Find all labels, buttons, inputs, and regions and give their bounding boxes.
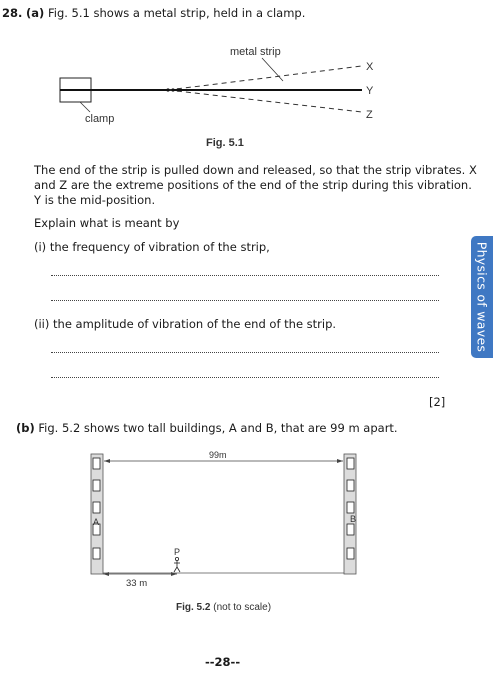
arrow-head-left [104,459,110,463]
clamp-label: clamp [85,113,115,125]
para-line-2: and Z are the extreme positions of the end of the strip during this vibration. [34,178,472,192]
answer-line-i-1[interactable] [51,275,439,276]
side-tab-label: Physics of waves [474,241,490,353]
clamp-leader [80,102,90,112]
part-ii-text: (ii) the amplitude of vibration of the end of the strip. [34,317,337,331]
figure-5-2 [80,448,370,593]
strip-line-x [168,66,362,90]
topic-side-tab[interactable] [471,236,493,358]
distance-label: 99m [209,450,227,460]
strip-label: metal strip [230,46,281,58]
arrow-head-left [103,572,109,576]
window [347,502,354,513]
part-i-text: (i) the frequency of vibration of the strip, [34,240,270,254]
part-b-label: (b) [16,421,35,435]
part-a-label: (a) [26,6,45,20]
window [347,524,354,535]
offset-label: 33 m [126,578,148,589]
question-number: 28. [2,6,23,20]
label-b: B [350,514,357,524]
fig2-caption-bold: Fig. 5.2 [176,602,211,613]
fig1-caption: Fig. 5.1 [206,137,244,149]
window [347,480,354,491]
person-leg [177,567,180,572]
answer-line-ii-2[interactable] [51,377,439,378]
window [93,502,100,513]
label-a: A [93,517,100,527]
label-p: P [174,547,181,557]
window [347,458,354,469]
label-z: Z [366,109,373,121]
strip-line-z [168,90,362,112]
page-number: --28-- [205,655,241,669]
window [347,548,354,559]
marks: [2] [429,395,446,409]
arrow-head-right [171,572,177,576]
para-line-1: The end of the strip is pulled down and released, so that the strip vibrates. X [34,163,477,177]
question-heading [2,6,305,21]
pivot-dot [176,88,179,91]
window [93,548,100,559]
arrow-head-right [337,459,343,463]
fig2-caption-rest: (not to scale) [213,602,272,613]
pivot-dot [166,88,169,91]
person-head [175,557,178,560]
part-b-intro: Fig. 5.2 shows two tall buildings, A and B, that are 99 m apart. [38,421,398,435]
label-x: X [366,61,374,73]
answer-line-ii-1[interactable] [51,352,439,353]
part-a-intro: Fig. 5.1 shows a metal strip, held in a clamp. [47,6,306,20]
fig2-caption [176,602,271,613]
strip-leader [262,58,283,81]
pivot-dot [171,88,174,91]
figure-5-1 [0,40,400,130]
part-b-heading [16,421,398,436]
window [93,458,100,469]
para-line-3: Y is the mid-position. [34,193,156,207]
label-y: Y [366,85,374,97]
answer-line-i-2[interactable] [51,300,439,301]
window [93,480,100,491]
explain-prompt: Explain what is meant by [34,216,180,230]
person-leg [174,567,177,572]
